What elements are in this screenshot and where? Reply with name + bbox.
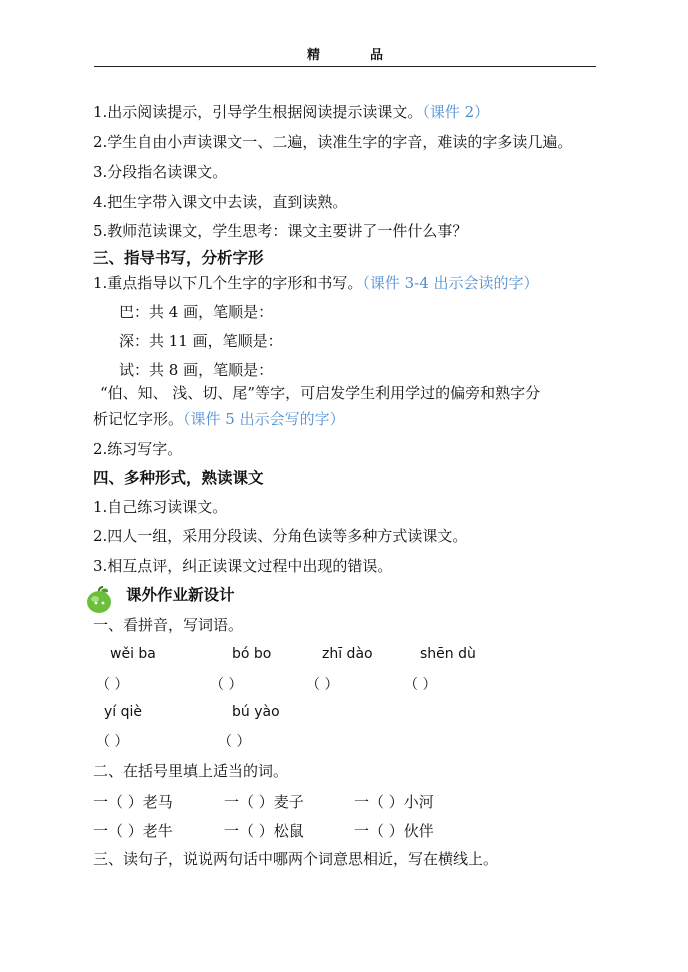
section4-item-3: 3.相互点评，纠正读课文过程中出现的错误。 [93,557,393,575]
section3-heading: 三、指导书写，分析字形 [93,248,264,267]
pinyin-yiqie: yí qiè [104,704,143,720]
step-text: 2.学生自由小声读课文一、二遍，读准生字的字音，难读的字多读几遍。 [93,133,573,151]
fill-huoban: 一（ ）伙伴 [354,822,434,840]
step-5 [93,221,467,241]
page-header [94,44,596,67]
homework-title: 课外作业新设计 [126,585,235,604]
step-text: 4.把生字带入课文中去读，直到读熟。 [93,193,348,211]
section3-line2: 2.练习写字。 [93,440,183,458]
pinyin-shendu: shēn dù [420,646,476,662]
step-text: 3.分段指名读课文。 [93,163,228,181]
apple-icon [84,585,114,615]
answer-blank[interactable]: （ ） [404,677,437,693]
section3-para-b [93,409,345,429]
pinyin-weiba: wěi ba [110,646,156,662]
section4-heading: 四、多种形式，熟读课文 [93,468,264,487]
step-4 [93,192,347,212]
courseware-note: （课件 3-4 出示会读的字） [362,274,539,292]
step-1 [93,102,489,122]
section3-para-b-text: 析记忆字形。 [93,410,184,428]
fill-songshu: 一（ ）松鼠 [224,822,304,840]
fill-maizi: 一（ ）麦子 [224,793,304,811]
answer-blank[interactable]: （ ） [306,677,339,693]
char-ba: 巴：共 4 画，笔顺是： [119,303,274,321]
section3-para-a: “伯、知、 浅、切、尾”等字，可启发学生利用学过的偏旁和熟字分 [100,384,541,402]
homework-q2: 二、在括号里填上适当的词。 [93,762,289,780]
courseware-note: （课件 2） [422,103,490,121]
homework-q3: 三、读句子，说说两句话中哪两个词意思相近，写在横线上。 [93,850,499,868]
answer-blank[interactable]: （ ） [218,734,251,750]
pinyin-zhidao: zhī dào [322,646,373,662]
char-shen: 深：共 11 画，笔顺是： [119,332,283,350]
step-text: 1.出示阅读提示，引导学生根据阅读提示读课文。 [93,103,423,121]
section3-line1 [93,273,539,293]
step-2 [93,132,572,152]
answer-blank[interactable]: （ ） [210,677,243,693]
section4-item-2: 2.四人一组，采用分段读、分角色读等多种方式读课文。 [93,527,468,545]
answer-blank[interactable]: （ ） [96,734,129,750]
answer-blank[interactable]: （ ） [96,677,129,693]
step-3 [93,162,227,182]
fill-laoniu: 一（ ）老牛 [93,822,173,840]
pinyin-buyao: bú yào [232,704,280,720]
courseware-note: （课件 5 出示会写的字） [183,410,345,428]
section4-item-1: 1.自己练习读课文。 [93,498,228,516]
char-shi: 试：共 8 画，笔顺是： [119,361,274,379]
step-text: 5.教师范读课文，学生思考：课文主要讲了一件什么事？ [93,222,468,240]
header-title: 精品 [306,48,433,63]
pinyin-bobo: bó bo [232,646,272,662]
fill-xiaohe: 一（ ）小河 [354,793,434,811]
section3-line1-text: 1.重点指导以下几个生字的字形和书写。 [93,274,363,292]
fill-laoma: 一（ ）老马 [93,793,173,811]
homework-q1: 一、看拼音，写词语。 [93,616,244,634]
